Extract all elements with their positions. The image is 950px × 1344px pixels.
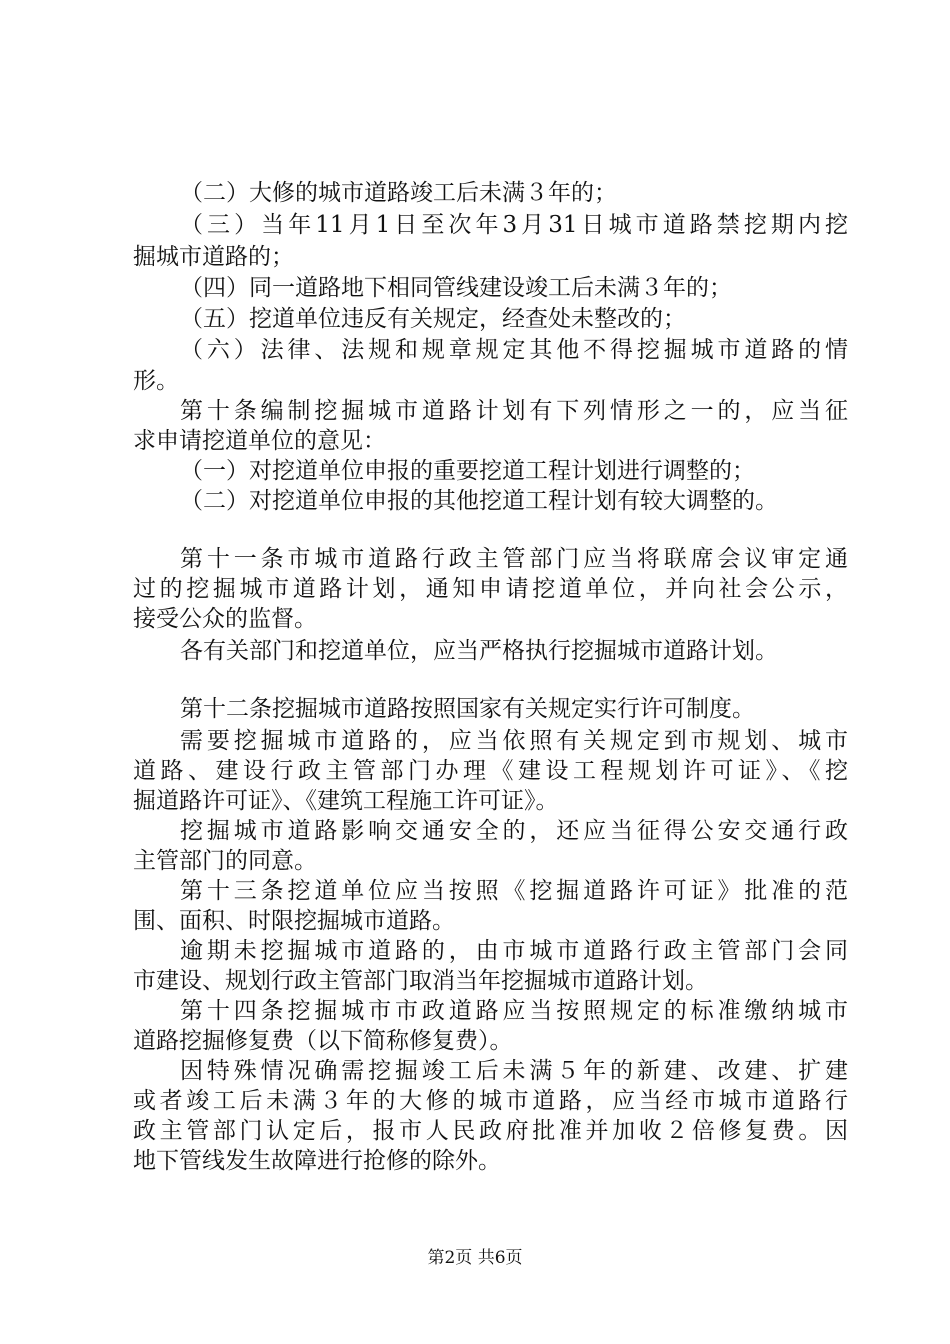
text-line: 第十条编制挖掘城市道路计划有下列情形之一的，应当征 bbox=[180, 398, 848, 424]
text-line: 掘城市道路的； bbox=[133, 244, 294, 270]
text-line: 接受公众的监督。 bbox=[133, 606, 317, 632]
text-line: 各有关部门和挖道单位，应当严格执行挖掘城市道路计划。 bbox=[180, 638, 778, 664]
text-line: 或者竣工后未满３年的大修的城市道路，应当经市城市道路行 bbox=[133, 1088, 848, 1114]
text-line: （一）对挖道单位申报的重要挖道工程计划进行调整的； bbox=[180, 458, 755, 484]
text-line: 过的挖掘城市道路计划，通知申请挖道单位，并向社会公示， bbox=[133, 576, 848, 602]
text-line: 第十一条市城市道路行政主管部门应当将联席会议审定通 bbox=[180, 546, 848, 572]
text-line: 因特殊情况确需挖掘竣工后未满５年的新建、改建、扩建 bbox=[180, 1058, 848, 1084]
text-line: （二）大修的城市道路竣工后未满３年的； bbox=[180, 180, 617, 206]
text-line: 掘道路许可证》、《建筑工程施工许可证》。 bbox=[133, 788, 559, 814]
text-line: （二）对挖道单位申报的其他挖道工程计划有较大调整的。 bbox=[180, 488, 778, 514]
text-line: 市建设、规划行政主管部门取消当年挖掘城市道路计划。 bbox=[133, 968, 708, 994]
text-line: 政主管部门认定后，报市人民政府批准并加收２倍修复费。因 bbox=[133, 1118, 848, 1144]
text-line: 形。 bbox=[133, 368, 179, 394]
text-line: 需要挖掘城市道路的，应当依照有关规定到市规划、城市 bbox=[180, 728, 848, 754]
text-line: 第十四条挖掘城市市政道路应当按照规定的标准缴纳城市 bbox=[180, 998, 848, 1024]
text-line: （三）当年11月1日至次年3月31日城市道路禁挖期内挖 bbox=[180, 212, 848, 238]
text-line: 围、面积、时限挖掘城市道路。 bbox=[133, 908, 455, 934]
text-line: 主管部门的同意。 bbox=[133, 848, 317, 874]
text-line: 道路、建设行政主管部门办理《建设工程规划许可证》、《挖 bbox=[133, 758, 848, 784]
text-line: 逾期未挖掘城市道路的，由市城市道路行政主管部门会同 bbox=[180, 938, 848, 964]
text-line: （四）同一道路地下相同管线建设竣工后未满３年的； bbox=[180, 275, 732, 301]
page-footer: 第2页 共6页 bbox=[427, 1248, 523, 1268]
text-line: （六）法律、法规和规章规定其他不得挖掘城市道路的情 bbox=[180, 337, 848, 363]
text-line: 第十三条挖道单位应当按照《挖掘道路许可证》批准的范 bbox=[180, 878, 848, 904]
text-line: 道路挖掘修复费（以下简称修复费）。 bbox=[133, 1028, 513, 1054]
text-line: 地下管线发生故障进行抢修的除外。 bbox=[133, 1148, 501, 1174]
text-line: 求申请挖道单位的意见： bbox=[133, 428, 386, 454]
text-line: 挖掘城市道路影响交通安全的，还应当征得公安交通行政 bbox=[180, 818, 848, 844]
text-line: （五）挖道单位违反有关规定，经查处未整改的； bbox=[180, 306, 686, 332]
text-line: 第十二条挖掘城市道路按照国家有关规定实行许可制度。 bbox=[180, 696, 755, 722]
